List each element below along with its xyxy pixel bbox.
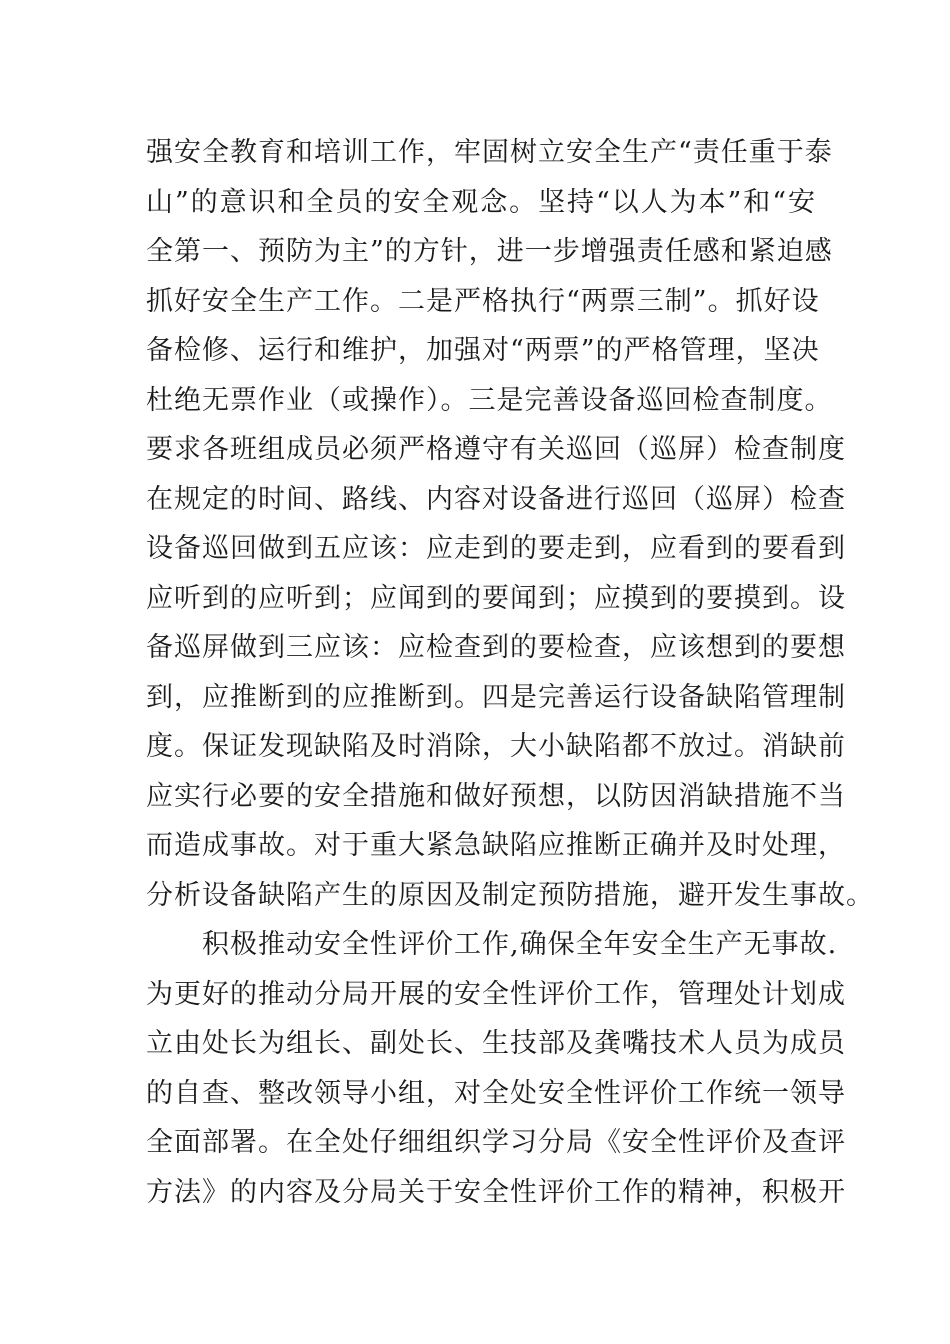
text-line: 全第一、预防为主”的方针，进一步增强责任感和紧迫感 [146,236,833,267]
text-line: 备检修、运行和维护，加强对“两票”的严格管理，坚决 [146,335,820,366]
text-line: 分析设备缺陷产生的原因及制定预防措施，避开发生事故。 [146,879,874,911]
text-line: 方法》的内容及分局关于安全性评价工作的精神，积极开 [146,1176,846,1208]
text-line: 全面部署。在全处仔细组织学习分局《安全性评价及查评 [146,1127,846,1158]
text-line: 为更好的推动分局开展的安全性评价工作，管理处计划成 [146,978,846,1010]
text-line: 到，应推断到的应推断到。四是完善运行设备缺陷管理制 [146,681,846,713]
text-line: 而造成事故。对于重大紧急缺陷应推断正确并及时处理， [146,830,846,861]
paragraph-1 [146,128,874,920]
text-line: 度。保证发现缺陷及时消除，大小缺陷都不放过。消缺前 [146,731,846,762]
text-line: 杜绝无票作业（或操作）。三是完善设备巡回检查制度。 [146,384,833,416]
text-line: 应实行必要的安全措施和做好预想，以防因消缺措施不当 [146,780,846,812]
text-line: 应听到的应听到；应闻到的要闻到；应摸到的要摸到。设 [146,582,846,614]
text-line: 在规定的时间、路线、内容对设备进行巡回（巡屏）检查 [146,483,846,515]
text-line: 抓好安全生产工作。二是严格执行“两票三制”。抓好设 [146,285,820,317]
text-line: 备巡屏做到三应该：应检查到的要检查，应该想到的要想 [146,632,846,663]
text-line: 积极推动安全性评价工作,确保全年安全生产无事故. [146,929,838,960]
paragraph-2 [146,920,846,1217]
text-line: 设备巡回做到五应该：应走到的要走到，应看到的要看到 [146,533,846,564]
text-line: 的自查、整改领导小组，对全处安全性评价工作统一领导 [146,1077,846,1109]
text-line: 立由处长为组长、副处长、生技部及龚嘴技术人员为成员 [146,1028,846,1059]
text-line: 强安全教育和培训工作，牢固树立安全生产“责任重于泰 [146,137,833,168]
text-line: 山”的意识和全员的安全观念。坚持“以人为本”和“安 [146,186,816,218]
text-line: 要求各班组成员必须严格遵守有关巡回（巡屏）检查制度 [146,434,846,465]
document-body [146,128,874,1217]
